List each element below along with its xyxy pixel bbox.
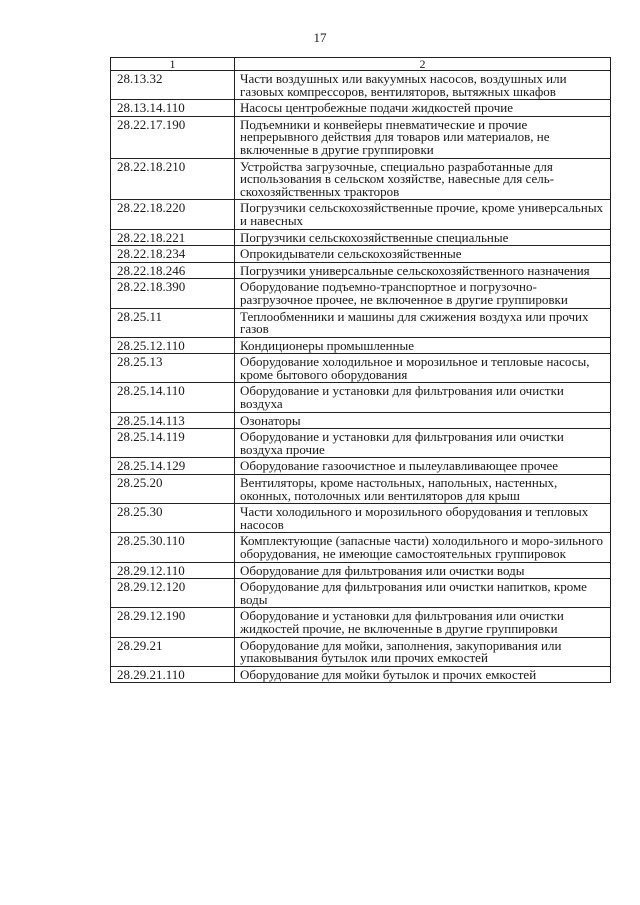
table-row [111, 579, 611, 608]
column-header-2: 2 [235, 58, 611, 71]
column-header-1: 1 [111, 58, 235, 71]
table-row [111, 458, 611, 475]
okpd-code-cell: 28.29.12.110 [111, 562, 235, 579]
product-name-cell: Устройства загрузочные, специально разработанные для использования в сельском хозяйстве, навесные для сель-скохозяйственных тракторов [235, 158, 611, 200]
product-name-cell: Опрокидыватели сельскохозяйственные [235, 246, 611, 263]
product-name-cell: Оборудование и установки для фильтрования или очистки жидкостей прочие, не включенные в другие группировки [235, 608, 611, 637]
product-name-cell: Оборудование холодильное и морозильное и тепловые насосы, кроме бытового оборудования [235, 354, 611, 383]
table-row [111, 200, 611, 229]
okpd-code-cell: 28.29.12.190 [111, 608, 235, 637]
table-row [111, 354, 611, 383]
page-number: 17 [313, 30, 327, 45]
okpd-code-cell: 28.25.14.110 [111, 383, 235, 412]
table-row [111, 100, 611, 117]
product-name-cell: Погрузчики сельскохозяйственные специальные [235, 229, 611, 246]
product-name-cell: Подъемники и конвейеры пневматические и прочие непрерывного действия для товаров или материалов, не включенные в другие группировки [235, 116, 611, 158]
product-name-cell: Оборудование для фильтрования или очистки напитков, кроме воды [235, 579, 611, 608]
product-name-cell: Части воздушных или вакуумных насосов, воздушных или газовых компрессоров, вентиляторов, вытяжных шкафов [235, 71, 611, 100]
product-name-cell: Погрузчики сельскохозяйственные прочие, кроме универсальных и навесных [235, 200, 611, 229]
okpd-code-cell: 28.25.13 [111, 354, 235, 383]
table-row [111, 475, 611, 504]
okpd-code-cell: 28.22.17.190 [111, 116, 235, 158]
okpd-code-cell: 28.22.18.220 [111, 200, 235, 229]
okpd-code-cell: 28.25.30.110 [111, 533, 235, 562]
classification-table [110, 57, 611, 683]
okpd-code-cell: 28.25.14.119 [111, 429, 235, 458]
table-row [111, 637, 611, 666]
okpd-code-cell: 28.25.20 [111, 475, 235, 504]
product-name-cell: Оборудование для мойки, заполнения, закупоривания или упаковывания бутылок или прочих емкостей [235, 637, 611, 666]
table-row [111, 429, 611, 458]
table-row [111, 308, 611, 337]
table-body [111, 71, 611, 683]
okpd-code-cell: 28.29.21.110 [111, 666, 235, 683]
table-row [111, 383, 611, 412]
product-name-cell: Части холодильного и морозильного оборудования и тепловых насосов [235, 504, 611, 533]
table-row [111, 608, 611, 637]
table-header-row [111, 58, 611, 71]
product-name-cell: Насосы центробежные подачи жидкостей прочие [235, 100, 611, 117]
table-row [111, 158, 611, 200]
table-row [111, 666, 611, 683]
okpd-code-cell: 28.13.32 [111, 71, 235, 100]
product-name-cell: Оборудование газоочистное и пылеулавливающее прочее [235, 458, 611, 475]
product-name-cell: Вентиляторы, кроме настольных, напольных, настенных, оконных, потолочных или вентиляторов для крыш [235, 475, 611, 504]
okpd-code-cell: 28.13.14.110 [111, 100, 235, 117]
table-row [111, 116, 611, 158]
table-row [111, 337, 611, 354]
product-name-cell: Кондиционеры промышленные [235, 337, 611, 354]
table-row [111, 533, 611, 562]
product-name-cell: Оборудование и установки для фильтрования или очистки воздуха прочие [235, 429, 611, 458]
product-name-cell: Оборудование для мойки бутылок и прочих емкостей [235, 666, 611, 683]
product-name-cell: Оборудование подъемно-транспортное и погрузочно-разгрузочное прочее, не включенное в другие группировки [235, 279, 611, 308]
okpd-code-cell: 28.22.18.210 [111, 158, 235, 200]
table-row [111, 229, 611, 246]
product-name-cell: Комплектующие (запасные части) холодильного и моро-зильного оборудования, не имеющие самостоятельных группировок [235, 533, 611, 562]
table-row [111, 246, 611, 263]
table-row [111, 504, 611, 533]
okpd-code-cell: 28.25.11 [111, 308, 235, 337]
okpd-code-cell: 28.22.18.390 [111, 279, 235, 308]
okpd-code-cell: 28.22.18.246 [111, 262, 235, 279]
table-row [111, 412, 611, 429]
product-name-cell: Озонаторы [235, 412, 611, 429]
table-row [111, 279, 611, 308]
product-name-cell: Оборудование и установки для фильтрования или очистки воздуха [235, 383, 611, 412]
okpd-code-cell: 28.25.14.129 [111, 458, 235, 475]
okpd-code-cell: 28.29.12.120 [111, 579, 235, 608]
table-row [111, 262, 611, 279]
product-name-cell: Оборудование для фильтрования или очистки воды [235, 562, 611, 579]
table-row [111, 562, 611, 579]
okpd-code-cell: 28.29.21 [111, 637, 235, 666]
okpd-code-cell: 28.22.18.234 [111, 246, 235, 263]
product-name-cell: Погрузчики универсальные сельскохозяйственного назначения [235, 262, 611, 279]
product-name-cell: Теплообменники и машины для сжижения воздуха или прочих газов [235, 308, 611, 337]
okpd-code-cell: 28.25.12.110 [111, 337, 235, 354]
table-row [111, 71, 611, 100]
okpd-code-cell: 28.25.14.113 [111, 412, 235, 429]
okpd-code-cell: 28.22.18.221 [111, 229, 235, 246]
okpd-code-cell: 28.25.30 [111, 504, 235, 533]
